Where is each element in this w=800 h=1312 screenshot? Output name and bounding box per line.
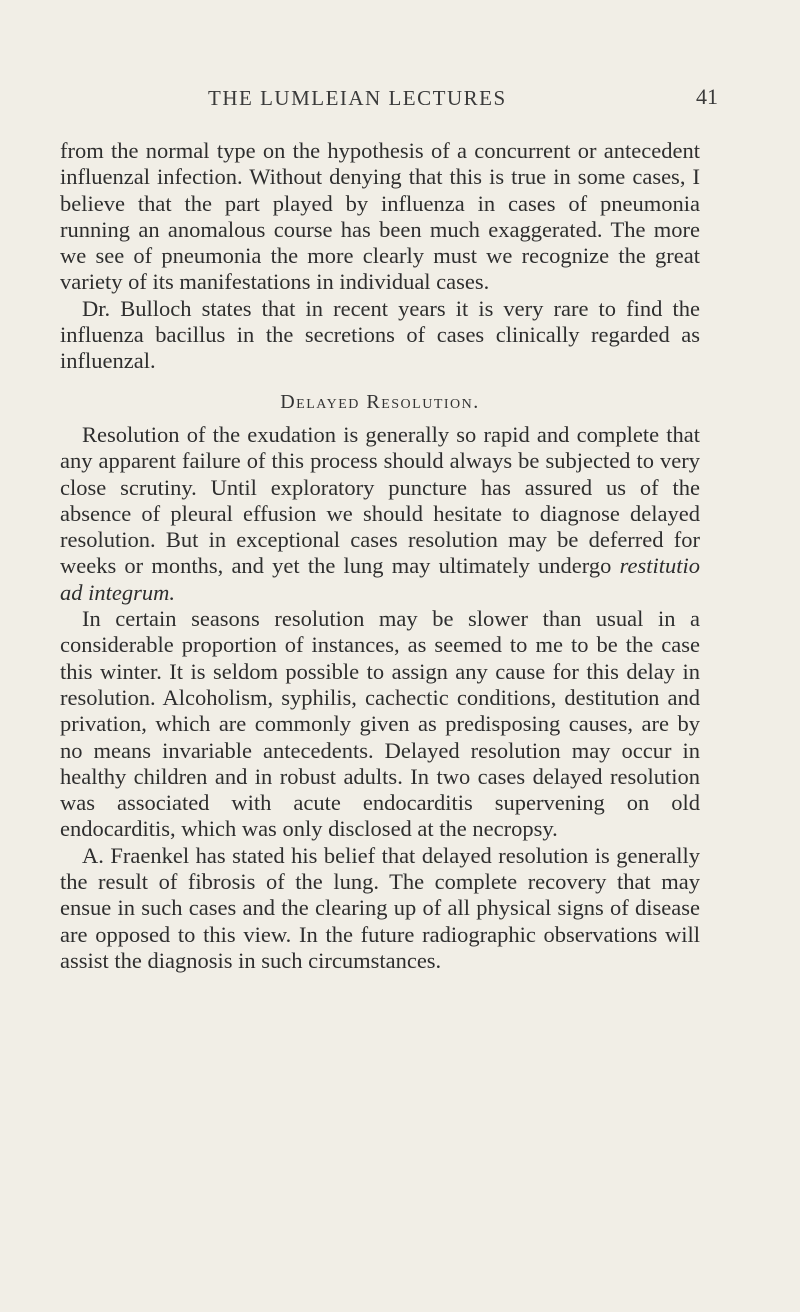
paragraph-bulloch: Dr. Bulloch states that in recent years it is very rare to find the influenza bacillus in the secretions of cases clinically regarded as influenzal. (60, 295, 700, 374)
page-number: 41 (696, 84, 718, 109)
latin-phrase: restitutio ad integrum. (60, 553, 701, 605)
paragraph-seasons: In certain seasons resolution may be slower than usual in a considerable proportion of instances, as seemed to me to be the case this winter. It is seldom possible to assign any cause for this delay in resolution. Alcoholism, syphilis, cachectic conditions, destitution and privation, which are commonly given as predisposing causes, are by no means invariable antecedents. Delayed resolution may occur in healthy children and in robust adults. In two cases delayed resolution was associated with acute endocarditis supervening on old endocarditis, which was only disclosed at the necropsy. (60, 606, 700, 842)
paragraph-resolution-text: Resolution of the exudation is generally so rapid and complete that any apparent failure of this process should always be subjected to very close scrutiny. Until exploratory puncture has assured us of the absence of pleural effusion we should hesitate to diagnose delayed resolution. But in exceptional cases resolution may be deferred for weeks or months, and yet the lung may ultimately undergo (60, 421, 700, 579)
section-heading: Delayed Resolution. (280, 390, 480, 413)
running-title: THE LUMLEIAN LECTURES (208, 86, 507, 110)
page-header (150, 84, 718, 116)
paragraph-resolution (60, 422, 700, 606)
body-text (60, 138, 700, 974)
paragraph-continuation: from the normal type on the hypothesis of a concurrent or antecedent influenzal infection. Without denying that this is true in some cases, I believe that the part played by influenza in cases of pneumonia running an anomalous course has been much exaggerated. The more we see of pneumonia the more clearly must we recognize the great variety of its manifestations in individual cases. (60, 138, 700, 295)
paragraph-fraenkel: A. Fraenkel has stated his belief that delayed resolution is generally the result of fibrosis of the lung. The complete recovery that may ensue in such cases and the clearing up of all physical signs of disease are opposed to this view. In the future radiographic observations will assist the diagnosis in such circumstances. (60, 842, 700, 973)
